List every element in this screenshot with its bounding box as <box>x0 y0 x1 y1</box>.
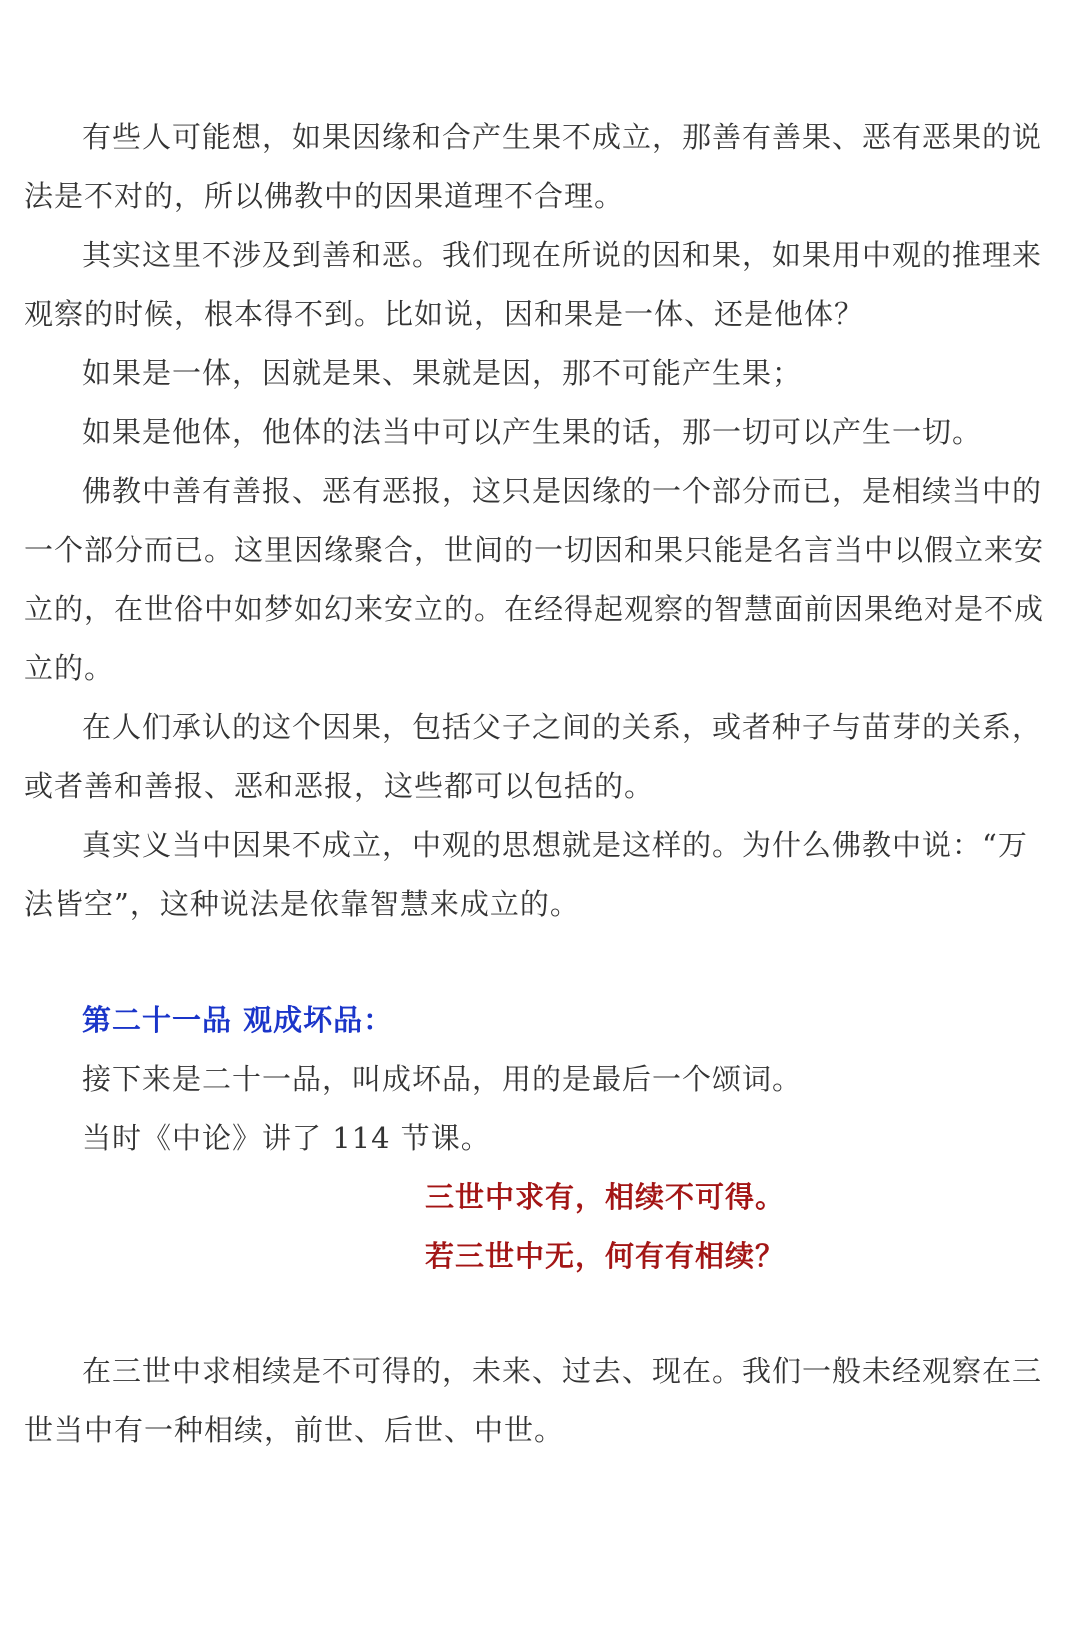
spacer <box>24 1286 1056 1342</box>
section-note-line: 当时《中论》讲了 114 节课。 <box>82 1121 491 1155</box>
section-heading: 第二十一品 观成坏品： <box>82 1003 394 1037</box>
paragraph-bottom: 在三世中求相续是不可得的，未来、过去、现在。我们一般未经观察在三世当中有一种相续，前世、后世、中世。 <box>24 1354 1043 1447</box>
verse-line-2: 若三世中无，何有有相续？ <box>424 1239 785 1273</box>
spacer <box>24 934 1056 991</box>
paragraph-4: 如果是他体，他体的法当中可以产生果的话，那一切可以产生一切。 <box>82 415 983 449</box>
article-body <box>24 108 1056 1460</box>
paragraph-2: 其实这里不涉及到善和恶。我们现在所说的因和果，如果用中观的推理来观察的时候，根本得不到。比如说，因和果是一体、还是他体？ <box>24 238 1043 331</box>
paragraph-3: 如果是一体，因就是果、果就是因，那不可能产生果； <box>82 356 803 390</box>
paragraph-1: 有些人可能想，如果因缘和合产生果不成立，那善有善果、恶有恶果的说法是不对的，所以佛教中的因果道理不合理。 <box>24 120 1043 213</box>
paragraph-6: 在人们承认的这个因果，包括父子之间的关系，或者种子与苗芽的关系，或者善和善报、恶和恶报，这些都可以包括的。 <box>24 710 1043 803</box>
paragraph-7: 真实义当中因果不成立，中观的思想就是这样的。为什么佛教中说：“万法皆空”，这种说法是依靠智慧来成立的。 <box>24 828 1028 921</box>
paragraph-5: 佛教中善有善报、恶有恶报，这只是因缘的一个部分而已，是相续当中的一个部分而已。这里因缘聚合，世间的一切因和果只能是名言当中以假立来安立的，在世俗中如梦如幻来安立的。在经得起观察的智慧面前因果绝对是不成立的。 <box>24 474 1045 685</box>
section-intro-line: 接下来是二十一品，叫成坏品，用的是最后一个颂词。 <box>82 1062 803 1096</box>
verse-line-1: 三世中求有，相续不可得。 <box>424 1180 785 1214</box>
